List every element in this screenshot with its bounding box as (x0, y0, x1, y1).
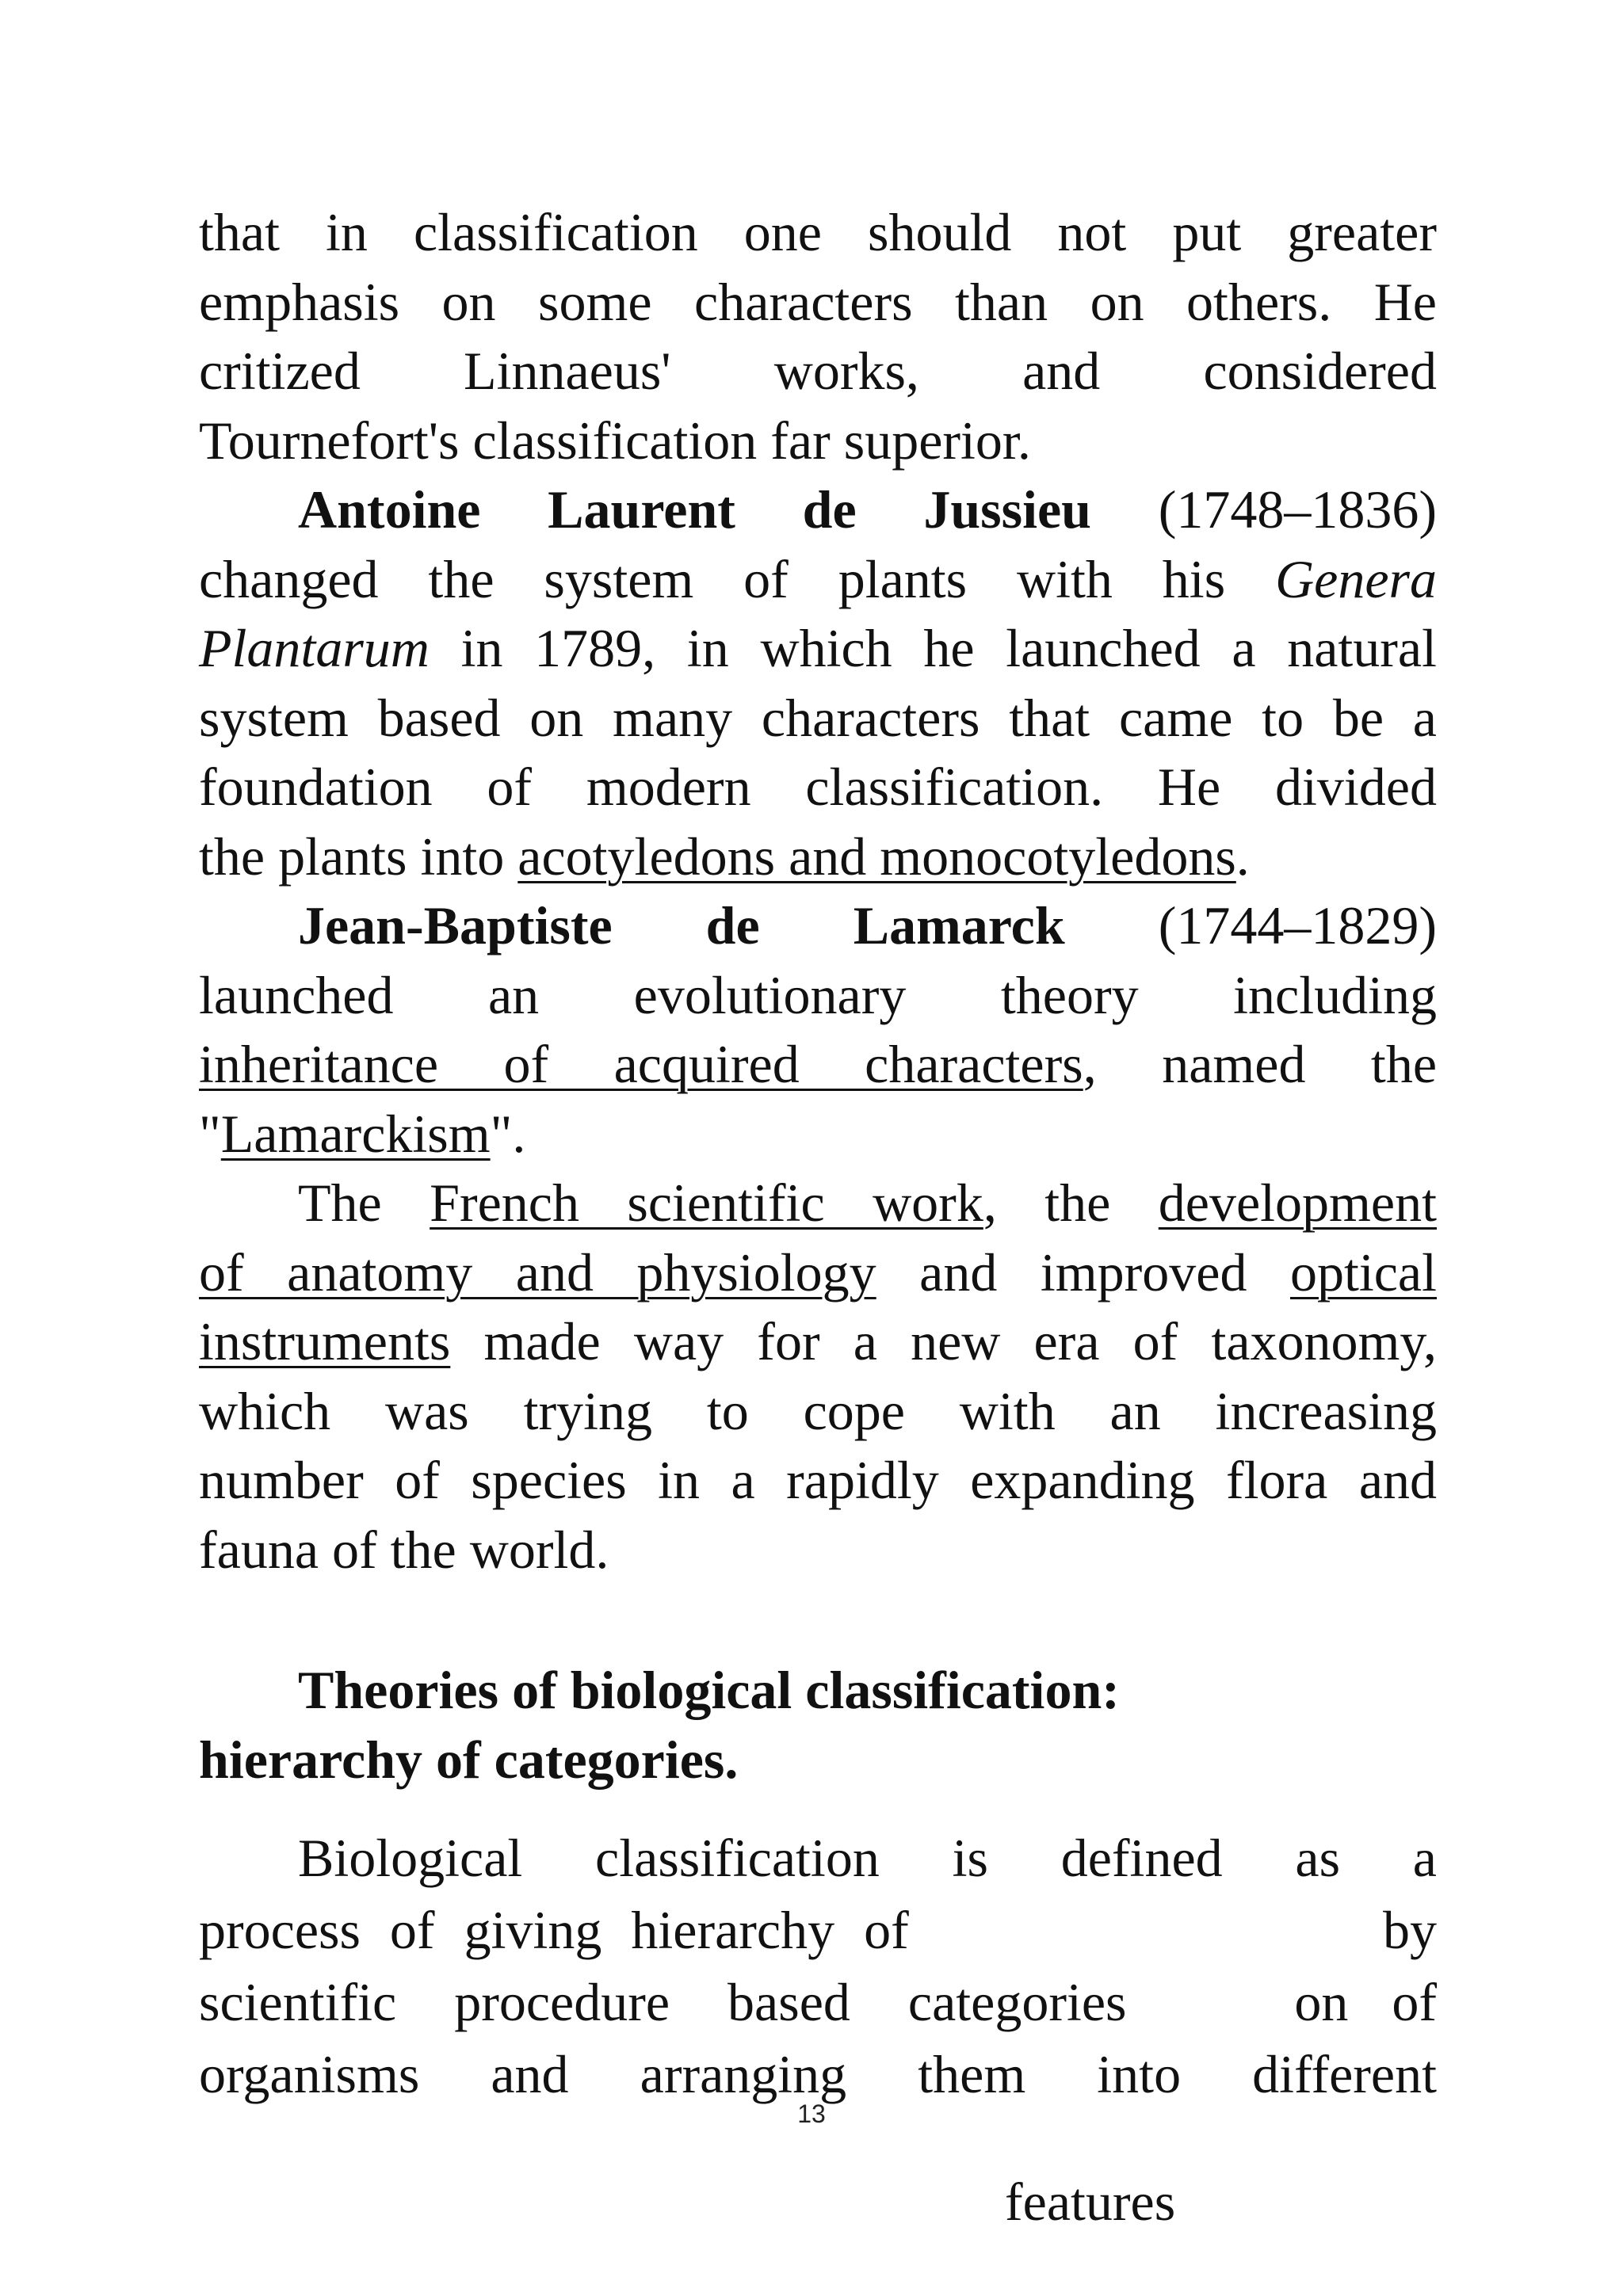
para2-line1 (199, 475, 1437, 545)
para5-line2-text: process of giving hierarchy of (199, 1900, 909, 1960)
para2-line4: system based on many characters that came to be a (199, 687, 1437, 748)
para5-line2 (199, 1894, 1437, 1966)
para2-line6 (199, 822, 1437, 892)
para1-line4: Tournefort's classification far superior. (199, 410, 1031, 471)
heading-line1: Theories of biological classification: (298, 1660, 1120, 1720)
para5-block (199, 1822, 1437, 2111)
para3-line2: launched an evolutionary theory including (199, 964, 1437, 1025)
para3-line3-text: , named the (1083, 1034, 1437, 1094)
para4-text-a: The (298, 1173, 430, 1233)
person-name-jussieu: Antoine Laurent de Jussieu (298, 479, 1091, 540)
para5-line1: Biological classification is defined as a (298, 1828, 1437, 1888)
link-lamarckism[interactable]: Lamarckism (220, 1103, 491, 1164)
para3-line1 (199, 891, 1437, 961)
para3-line4 (199, 1100, 1437, 1169)
para1-line1: that in classification one should not put greater (199, 202, 1437, 262)
para4-line3 (199, 1307, 1437, 1377)
body-text-block (199, 198, 1437, 1585)
para2-line6-end: . (1235, 826, 1250, 887)
link-anatomy-physiology[interactable]: of anatomy and physiology (199, 1241, 876, 1302)
link-inheritance-acquired-characters[interactable]: inheritance of acquired characters (199, 1034, 1083, 1094)
link-development[interactable]: development (1158, 1173, 1437, 1233)
para2-line2 (199, 545, 1437, 615)
para5-line4: organisms and arranging them into different (199, 2044, 1437, 2104)
para5-line3 (199, 1966, 1437, 2039)
para2-line6-text: the plants into (199, 826, 518, 887)
person-name-lamarck: Jean-Baptiste de Lamarck (298, 895, 1065, 955)
para2-line5: foundation of modern classification. He divided (199, 757, 1437, 817)
link-acotyledons[interactable]: acotyledons and monocotyledons (517, 826, 1236, 887)
stray-word: features (1005, 2172, 1176, 2232)
link-instruments[interactable]: instruments (199, 1311, 451, 1371)
para2-line3-text: in 1789, in which he launched a natural (429, 618, 1437, 678)
para4-text-c: and improved (876, 1241, 1290, 1302)
para5-line3-end: on of (1294, 1972, 1437, 2032)
para4-line4: which was trying to cope with an increasing (199, 1380, 1437, 1441)
para5-line3-text: scientific procedure based categories (199, 1972, 1127, 2032)
para4-line5: number of species in a rapidly expanding flora and (199, 1450, 1437, 1510)
link-french-scientific-work[interactable]: French scientific work (430, 1173, 983, 1233)
section-heading (199, 1656, 1437, 1794)
link-optical[interactable]: optical (1289, 1241, 1437, 1302)
quote-open: " (199, 1103, 221, 1164)
para1-line3: critized Linnaeus' works, and considered (199, 341, 1437, 401)
para4-text-b: , the (983, 1173, 1159, 1233)
para4-line2 (199, 1238, 1437, 1308)
para4-text-d: made way for a new era of taxonomy, (450, 1311, 1437, 1371)
quote-close: ". (490, 1103, 526, 1164)
book-title-part2: Plantarum (199, 618, 430, 678)
lamarck-dates: (1744–1829) (1064, 895, 1437, 955)
para2-line3 (199, 614, 1437, 684)
para5-line2-end: by (1383, 1900, 1437, 1960)
para3-line3 (199, 1030, 1437, 1100)
para1-line2: emphasis on some characters than on others. He (199, 271, 1437, 332)
para4-line6: fauna of the world. (199, 1519, 609, 1580)
book-title-part1: Genera (1275, 548, 1437, 609)
para4-line1 (199, 1169, 1437, 1238)
para2-line2-text: changed the system of plants with his (199, 548, 1276, 609)
heading-line2: hierarchy of categories. (199, 1729, 739, 1790)
page-number: 13 (797, 2100, 826, 2128)
jussieu-dates: (1748–1836) (1091, 479, 1437, 540)
